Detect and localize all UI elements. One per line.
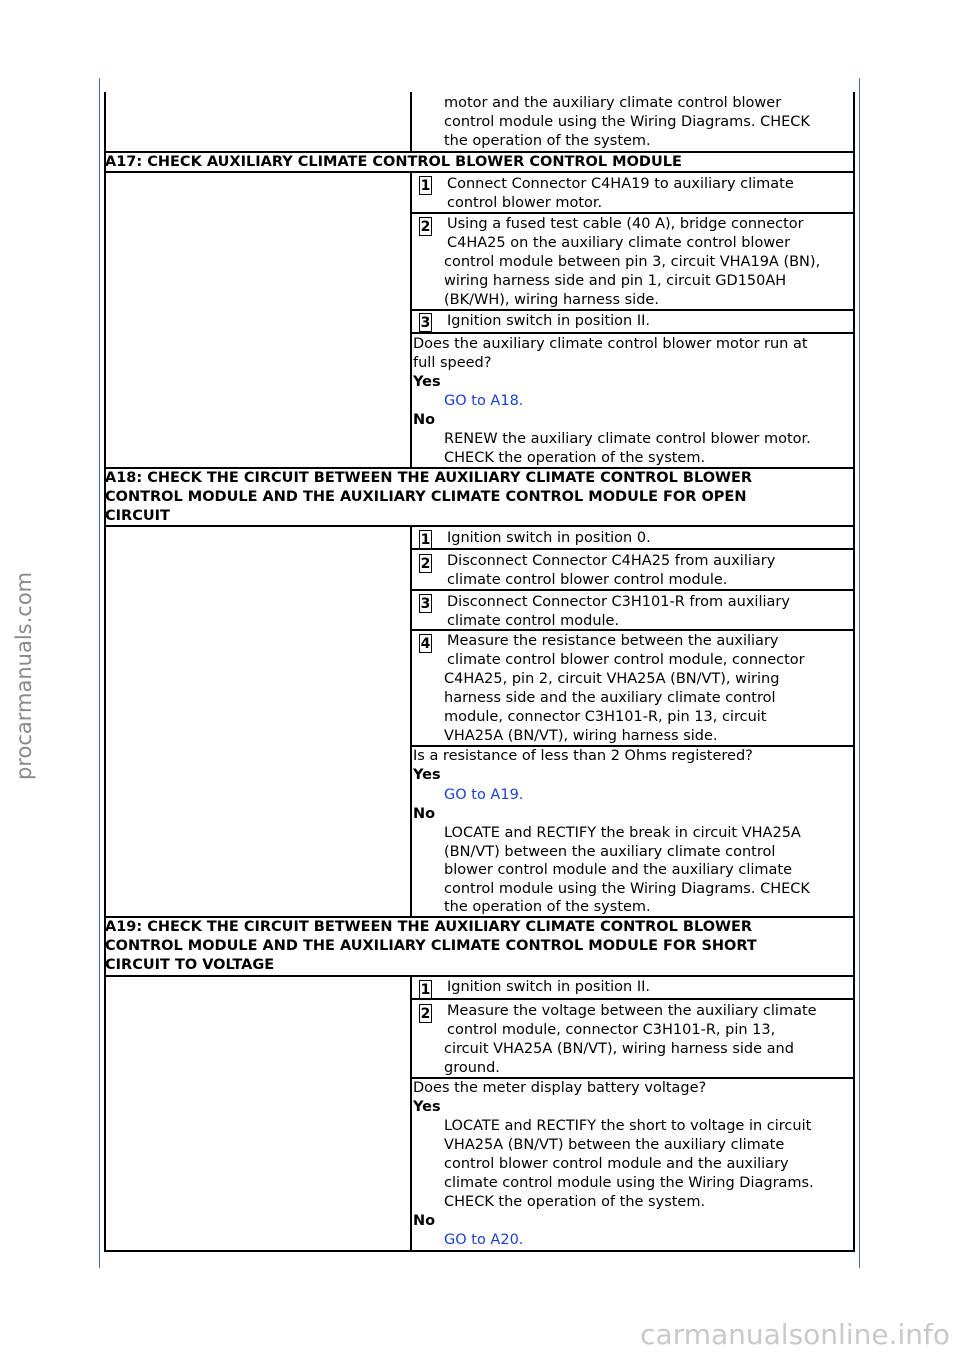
col-divider [410,92,412,152]
no-label: No [413,412,436,428]
no-label: No [413,806,436,822]
a17-title: A17: CHECK AUXILIARY CLIMATE CONTROL BLOWER CONTROL MODULE [105,154,682,170]
a18-title: A18: CHECK THE CIRCUIT BETWEEN THE AUXILIARY CLIMATE CONTROL BLOWER [105,470,753,486]
page-border-right [859,78,860,1268]
step-rule [410,548,855,550]
a19-title: A19: CHECK THE CIRCUIT BETWEEN THE AUXILIARY CLIMATE CONTROL BLOWER [105,919,753,935]
row-rule [104,975,855,977]
step-number: 2 [420,219,431,235]
goto-link[interactable]: GO to A18. [444,393,524,409]
step-rule [410,589,855,591]
table-border-left [104,92,106,1252]
col-divider [410,976,412,1252]
step-rule [410,998,855,1000]
step-number: 3 [420,596,431,612]
question: Does the meter display battery voltage? [413,1080,707,1096]
question: Does the auxiliary climate control blower motor run at [413,336,808,352]
step-number: 1 [420,982,431,998]
step-number: 4 [420,636,431,652]
goto-link[interactable]: GO to A20. [444,1232,524,1248]
watermark-side: procarmanuals.com [12,571,36,780]
page-border-left [99,78,100,1268]
question: Is a resistance of less than 2 Ohms registered? [413,748,753,764]
yes-label: Yes [413,1099,441,1115]
col-divider [410,526,412,917]
step-number: 1 [420,178,431,194]
step-rule [410,332,855,334]
step-rule [410,212,855,214]
yes-label: Yes [413,374,441,390]
row-rule [104,525,855,527]
col-divider [410,172,412,468]
step-number: 2 [420,1006,431,1022]
goto-link[interactable]: GO to A19. [444,787,524,803]
watermark-bottom: carmanualsonline.info [640,1318,950,1351]
step-rule [410,309,855,311]
yes-label: Yes [413,767,441,783]
row-rule [104,171,855,173]
step-number: 2 [420,556,431,572]
step-number: 1 [420,532,431,548]
step-rule [410,629,855,631]
step-number: 3 [420,315,431,331]
table-border-bottom [104,1250,855,1252]
no-label: No [413,1213,436,1229]
